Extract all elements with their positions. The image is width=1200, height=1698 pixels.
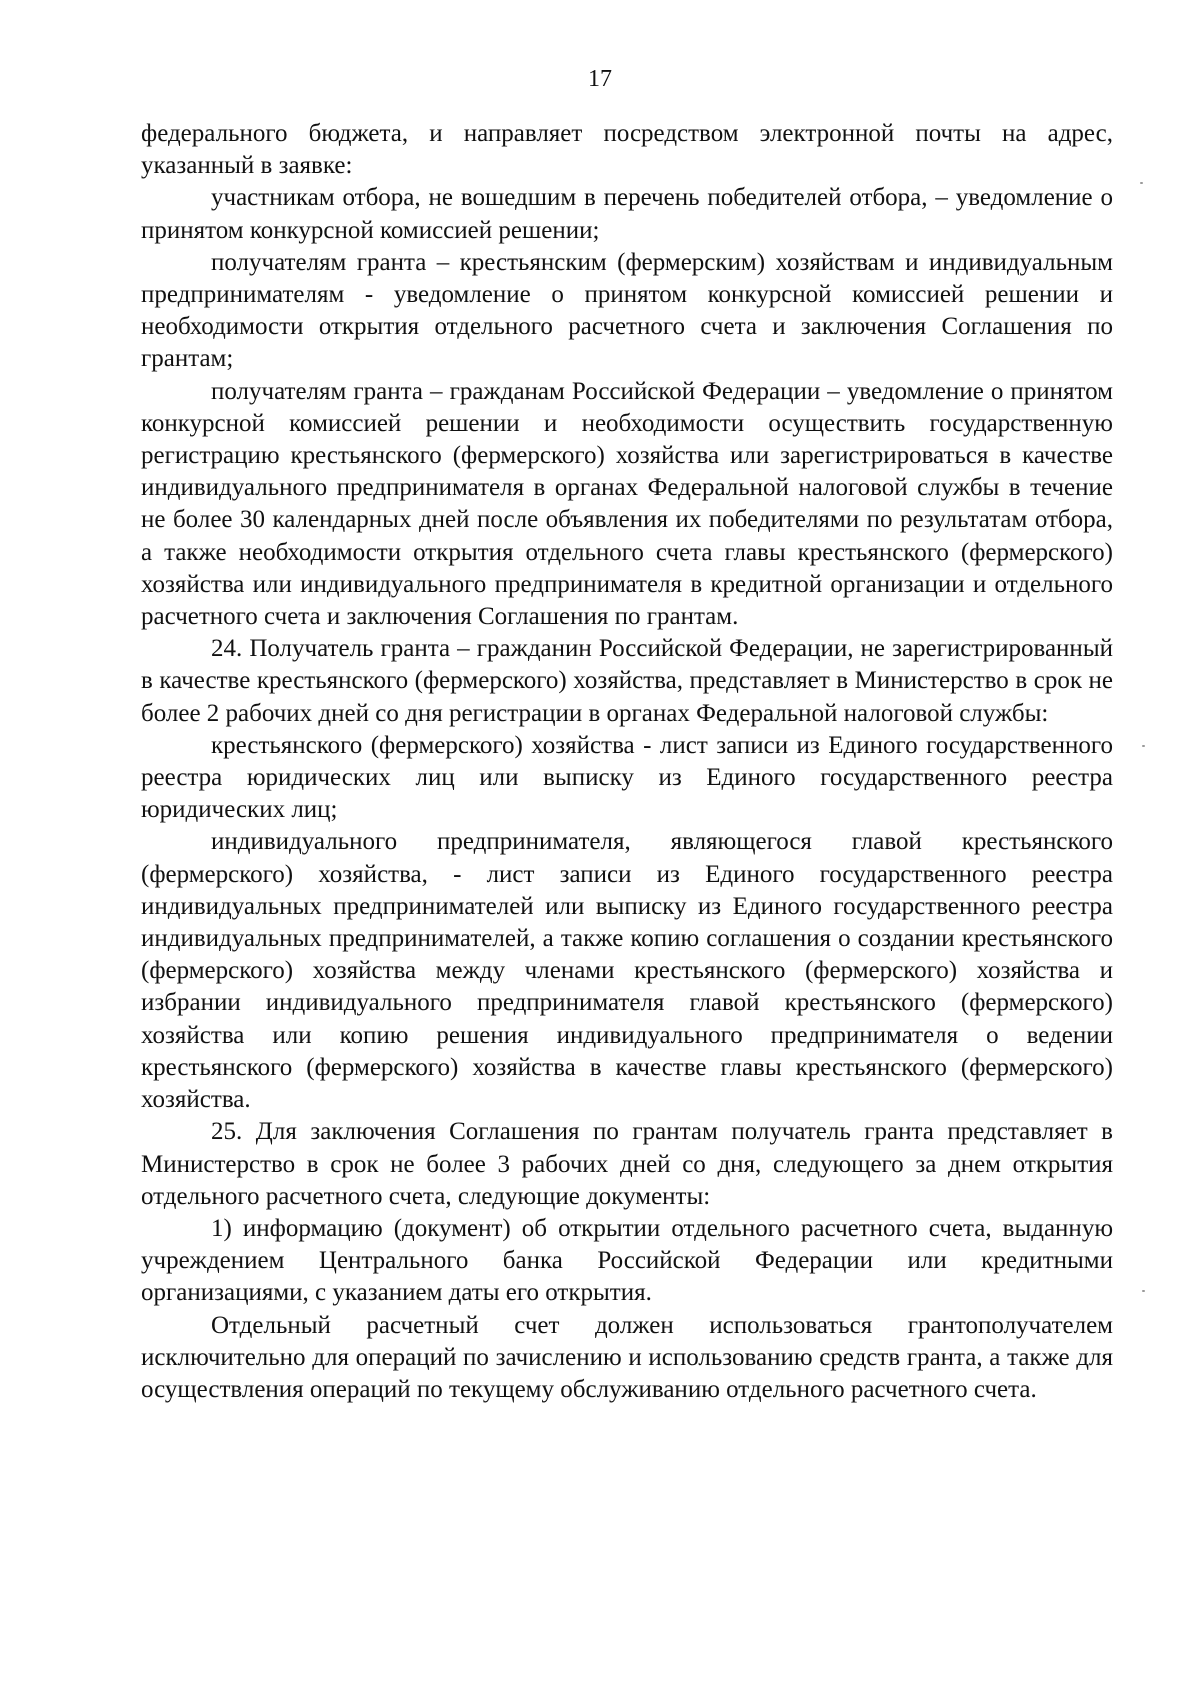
scan-speck	[1142, 745, 1145, 747]
paragraph-separate-account-usage: Отдельный расчетный счет должен использоваться грантополучателем исключительно для операций по зачислению и использованию средств гранта, а также для осуществления операций по текущему обслуживанию отдельного расчетного счета.	[141, 1311, 1113, 1403]
scan-speck	[1140, 182, 1143, 184]
paragraph-clause-24: 24. Получатель гранта – гражданин Российской Федерации, не зарегистрированный в качестве крестьянского (фермерского) хозяйства, представляет в Министерство в срок не более 2 рабочих дней со дня регистрации в органах Федеральной налоговой службы:	[141, 635, 1113, 727]
scan-speck	[1142, 1290, 1145, 1292]
page-number: 17	[588, 66, 612, 92]
document-body	[141, 118, 1113, 1406]
paragraph-entrepreneur-registry-record: индивидуального предпринимателя, являющегося главой крестьянского (фермерского) хозяйства, - лист записи из Единого государственного реестра индивидуальных предпринимателей или выписку из Единого государственного реестра индивидуальных предпринимателей, а также копию соглашения о создании крестьянского (фермерского) хозяйства между членами крестьянского (фермерского) хозяйства и избрании индивидуального предпринимателя главой крестьянского (фермерского) хозяйства или копию решения индивидуального предпринимателя о ведении крестьянского (фермерского) хозяйства в качестве главы крестьянского (фермерского) хозяйства.	[141, 828, 1113, 1114]
paragraph-farm-registry-record: крестьянского (фермерского) хозяйства - лист записи из Единого государственного реестра юридических лиц или выписку из Единого государственного реестра юридических лиц;	[141, 731, 1113, 824]
paragraph-non-winners-notice: участникам отбора, не вошедшим в перечень победителей отбора, – уведомление о принятом конкурсной комиссией решении;	[141, 184, 1113, 244]
paragraph-clause-25: 25. Для заключения Соглашения по грантам получатель гранта представляет в Министерство в срок не более 3 рабочих дней со дня, следующего за днем открытия отдельного расчетного счета, следующие документы:	[141, 1118, 1113, 1210]
paragraph-citizen-recipients-notice: получателям гранта – гражданам Российской Федерации – уведомление о принятом конкурсной комиссией решении и необходимости осуществить государственную регистрацию крестьянского (фермерского) хозяйства или зарегистрироваться в качестве индивидуального предпринимателя в органах Федеральной налоговой службы в течение не более 30 календарных дней после объявления их победителями по результатам отбора, а также необходимости открытия отдельного счета главы крестьянского (фермерского) хозяйства или индивидуального предпринимателя в кредитной организации и отдельного расчетного счета и заключения Соглашения по грантам.	[141, 377, 1113, 631]
paragraph-farm-recipients-notice: получателям гранта – крестьянским (фермерским) хозяйствам и индивидуальным предпринимателям - уведомление о принятом конкурсной комиссией решении и необходимости открытия отдельного расчетного счета и заключения Соглашения по грантам;	[141, 248, 1113, 373]
paragraph-clause-25-item-1: 1) информацию (документ) об открытии отдельного расчетного счета, выданную учреждением Центрального банка Российской Федерации или кредитными организациями, с указанием даты его открытия.	[141, 1214, 1113, 1307]
paragraph-intro-continuation: федерального бюджета, и направляет посредством электронной почты на адрес, указанный в заявке:	[141, 120, 1113, 180]
